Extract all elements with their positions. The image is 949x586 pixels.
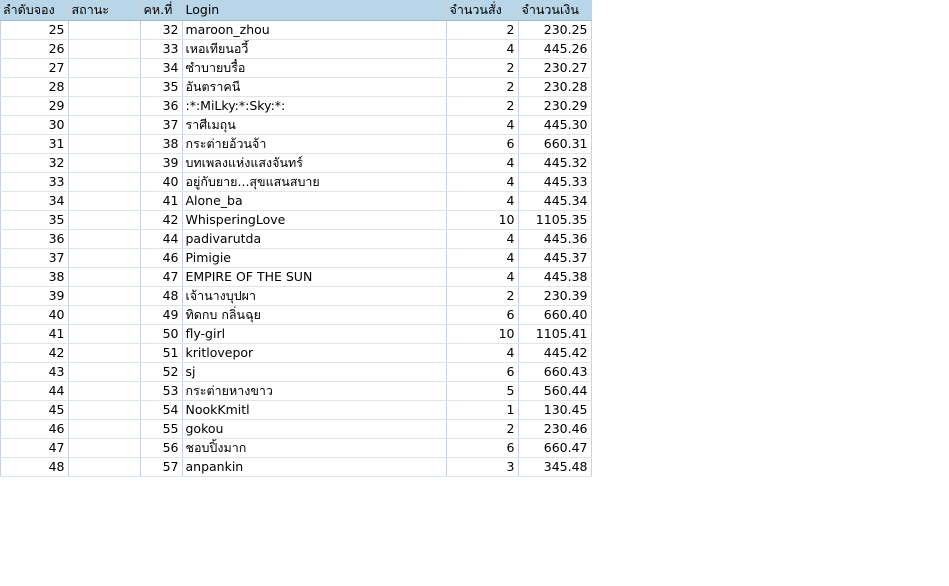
quantity-cell[interactable]: 6 [446, 439, 518, 458]
quantity-cell[interactable]: 10 [446, 211, 518, 230]
login-cell[interactable]: maroon_zhou [182, 21, 446, 40]
quantity-cell[interactable]: 2 [446, 420, 518, 439]
quantity-cell[interactable]: 6 [446, 306, 518, 325]
login-cell[interactable]: กระต่ายอ้วนจ้า [182, 135, 446, 154]
rank-cell[interactable]: 33 [0, 173, 68, 192]
login-cell[interactable]: fly-girl [182, 325, 446, 344]
amount-cell[interactable]: 660.43 [518, 363, 591, 382]
table-row [0, 420, 591, 439]
quantity-cell[interactable]: 2 [446, 97, 518, 116]
table-row [0, 97, 591, 116]
login-cell[interactable]: sj [182, 363, 446, 382]
quantity-cell[interactable]: 2 [446, 78, 518, 97]
quantity-cell[interactable]: 6 [446, 363, 518, 382]
login-cell[interactable]: อยู่กับยาย...สุขแสนสบาย [182, 173, 446, 192]
quantity-cell[interactable]: 2 [446, 21, 518, 40]
login-cell[interactable]: EMPIRE OF THE SUN [182, 268, 446, 287]
rank-cell[interactable]: 29 [0, 97, 68, 116]
rank-cell[interactable]: 36 [0, 230, 68, 249]
status-cell[interactable] [68, 154, 140, 173]
amount-cell[interactable]: 660.40 [518, 306, 591, 325]
login-cell[interactable]: :*:MiLky:*:Sky:*: [182, 97, 446, 116]
table-row [0, 287, 591, 306]
post-no-cell[interactable]: 34 [140, 59, 182, 78]
status-cell[interactable] [68, 173, 140, 192]
amount-cell[interactable]: 230.29 [518, 97, 591, 116]
header-post-no[interactable]: คห.ที่ [140, 0, 182, 21]
amount-cell[interactable]: 445.32 [518, 154, 591, 173]
table-row [0, 268, 591, 287]
quantity-cell[interactable]: 3 [446, 458, 518, 477]
status-cell[interactable] [68, 458, 140, 477]
amount-cell[interactable]: 445.42 [518, 344, 591, 363]
post-no-cell[interactable]: 49 [140, 306, 182, 325]
post-no-cell[interactable]: 52 [140, 363, 182, 382]
post-no-cell[interactable]: 33 [140, 40, 182, 59]
quantity-cell[interactable]: 4 [446, 173, 518, 192]
rank-cell[interactable]: 39 [0, 287, 68, 306]
header-rank[interactable]: ลำดับจอง [0, 0, 68, 21]
status-cell[interactable] [68, 382, 140, 401]
rank-cell[interactable]: 37 [0, 249, 68, 268]
status-cell[interactable] [68, 211, 140, 230]
status-cell[interactable] [68, 192, 140, 211]
rank-cell[interactable]: 32 [0, 154, 68, 173]
amount-cell[interactable]: 230.27 [518, 59, 591, 78]
table-row [0, 344, 591, 363]
amount-cell[interactable]: 445.36 [518, 230, 591, 249]
amount-cell[interactable]: 445.33 [518, 173, 591, 192]
header-amount[interactable]: จำนวนเงิน [518, 0, 591, 21]
post-no-cell[interactable]: 50 [140, 325, 182, 344]
amount-cell[interactable]: 230.46 [518, 420, 591, 439]
post-no-cell[interactable]: 55 [140, 420, 182, 439]
quantity-cell[interactable]: 4 [446, 344, 518, 363]
table-row [0, 40, 591, 59]
status-cell[interactable] [68, 59, 140, 78]
rank-cell[interactable]: 48 [0, 458, 68, 477]
post-no-cell[interactable]: 47 [140, 268, 182, 287]
login-cell[interactable]: Pimigie [182, 249, 446, 268]
quantity-cell[interactable]: 4 [446, 154, 518, 173]
login-cell[interactable]: padivarutda [182, 230, 446, 249]
rank-cell[interactable]: 27 [0, 59, 68, 78]
login-cell[interactable]: ซำบายบรื๋อ [182, 59, 446, 78]
status-cell[interactable] [68, 325, 140, 344]
amount-cell[interactable]: 230.39 [518, 287, 591, 306]
status-cell[interactable] [68, 78, 140, 97]
post-no-cell[interactable]: 32 [140, 21, 182, 40]
header-login[interactable]: Login [182, 0, 446, 21]
post-no-cell[interactable]: 40 [140, 173, 182, 192]
status-cell[interactable] [68, 401, 140, 420]
status-cell[interactable] [68, 344, 140, 363]
status-cell[interactable] [68, 116, 140, 135]
login-cell[interactable]: anpankin [182, 458, 446, 477]
post-no-cell[interactable]: 42 [140, 211, 182, 230]
table-row [0, 382, 591, 401]
post-no-cell[interactable]: 38 [140, 135, 182, 154]
status-cell[interactable] [68, 363, 140, 382]
table-row [0, 249, 591, 268]
table-row [0, 363, 591, 382]
amount-cell[interactable]: 660.31 [518, 135, 591, 154]
login-cell[interactable]: NookKmitl [182, 401, 446, 420]
login-cell[interactable]: เหอเทียนอวี้ [182, 40, 446, 59]
table-row [0, 401, 591, 420]
header-quantity[interactable]: จำนวนสั่ง [446, 0, 518, 21]
post-no-cell[interactable]: 41 [140, 192, 182, 211]
quantity-cell[interactable]: 4 [446, 40, 518, 59]
quantity-cell[interactable]: 6 [446, 135, 518, 154]
post-no-cell[interactable]: 35 [140, 78, 182, 97]
quantity-cell[interactable]: 4 [446, 249, 518, 268]
status-cell[interactable] [68, 287, 140, 306]
quantity-cell[interactable]: 2 [446, 287, 518, 306]
rank-cell[interactable]: 40 [0, 306, 68, 325]
table-row [0, 59, 591, 78]
amount-cell[interactable]: 130.45 [518, 401, 591, 420]
post-no-cell[interactable]: 46 [140, 249, 182, 268]
amount-cell[interactable]: 1105.35 [518, 211, 591, 230]
login-cell[interactable]: gokou [182, 420, 446, 439]
rank-cell[interactable]: 34 [0, 192, 68, 211]
status-cell[interactable] [68, 439, 140, 458]
rank-cell[interactable]: 42 [0, 344, 68, 363]
login-cell[interactable]: บทเพลงแห่งแสงจันทร์ [182, 154, 446, 173]
table-row [0, 306, 591, 325]
table-row [0, 154, 591, 173]
table-row [0, 230, 591, 249]
table-row [0, 439, 591, 458]
post-no-cell[interactable]: 53 [140, 382, 182, 401]
amount-cell[interactable]: 230.25 [518, 21, 591, 40]
post-no-cell[interactable]: 56 [140, 439, 182, 458]
status-cell[interactable] [68, 306, 140, 325]
amount-cell[interactable]: 345.48 [518, 458, 591, 477]
amount-cell[interactable]: 660.47 [518, 439, 591, 458]
amount-cell[interactable]: 445.26 [518, 40, 591, 59]
header-row [0, 0, 591, 21]
status-cell[interactable] [68, 268, 140, 287]
table-row [0, 78, 591, 97]
rank-cell[interactable]: 45 [0, 401, 68, 420]
login-cell[interactable]: Alone_ba [182, 192, 446, 211]
post-no-cell[interactable]: 51 [140, 344, 182, 363]
rank-cell[interactable]: 38 [0, 268, 68, 287]
table-row [0, 173, 591, 192]
header-status[interactable]: สถานะ [68, 0, 140, 21]
login-cell[interactable]: ชอบปิ้งมาก [182, 439, 446, 458]
quantity-cell[interactable]: 1 [446, 401, 518, 420]
post-no-cell[interactable]: 48 [140, 287, 182, 306]
post-no-cell[interactable]: 37 [140, 116, 182, 135]
status-cell[interactable] [68, 135, 140, 154]
status-cell[interactable] [68, 249, 140, 268]
table-row [0, 21, 591, 40]
post-no-cell[interactable]: 36 [140, 97, 182, 116]
status-cell[interactable] [68, 21, 140, 40]
amount-cell[interactable]: 445.37 [518, 249, 591, 268]
rank-cell[interactable]: 47 [0, 439, 68, 458]
rank-cell[interactable]: 26 [0, 40, 68, 59]
post-no-cell[interactable]: 44 [140, 230, 182, 249]
rank-cell[interactable]: 44 [0, 382, 68, 401]
login-cell[interactable]: kritlovepor [182, 344, 446, 363]
rank-cell[interactable]: 46 [0, 420, 68, 439]
status-cell[interactable] [68, 40, 140, 59]
rank-cell[interactable]: 43 [0, 363, 68, 382]
login-cell[interactable]: ราศีเมถุน [182, 116, 446, 135]
login-cell[interactable]: ทิดกบ กลิ่นฉุย [182, 306, 446, 325]
quantity-cell[interactable]: 10 [446, 325, 518, 344]
rank-cell[interactable]: 25 [0, 21, 68, 40]
quantity-cell[interactable]: 5 [446, 382, 518, 401]
amount-cell[interactable]: 230.28 [518, 78, 591, 97]
status-cell[interactable] [68, 97, 140, 116]
rank-cell[interactable]: 31 [0, 135, 68, 154]
status-cell[interactable] [68, 230, 140, 249]
table-row [0, 211, 591, 230]
login-cell[interactable]: กระต่ายหางขาว [182, 382, 446, 401]
login-cell[interactable]: WhisperingLove [182, 211, 446, 230]
table-row [0, 325, 591, 344]
post-no-cell[interactable]: 54 [140, 401, 182, 420]
rank-cell[interactable]: 41 [0, 325, 68, 344]
quantity-cell[interactable]: 2 [446, 59, 518, 78]
amount-cell[interactable]: 445.30 [518, 116, 591, 135]
amount-cell[interactable]: 560.44 [518, 382, 591, 401]
login-cell[interactable]: เจ้านางบุปผา [182, 287, 446, 306]
rank-cell[interactable]: 28 [0, 78, 68, 97]
quantity-cell[interactable]: 4 [446, 116, 518, 135]
table-row [0, 192, 591, 211]
amount-cell[interactable]: 445.38 [518, 268, 591, 287]
quantity-cell[interactable]: 4 [446, 192, 518, 211]
status-cell[interactable] [68, 420, 140, 439]
post-no-cell[interactable]: 39 [140, 154, 182, 173]
amount-cell[interactable]: 445.34 [518, 192, 591, 211]
amount-cell[interactable]: 1105.41 [518, 325, 591, 344]
table-row [0, 458, 591, 477]
login-cell[interactable]: อันตราคนี [182, 78, 446, 97]
rank-cell[interactable]: 35 [0, 211, 68, 230]
quantity-cell[interactable]: 4 [446, 268, 518, 287]
quantity-cell[interactable]: 4 [446, 230, 518, 249]
post-no-cell[interactable]: 57 [140, 458, 182, 477]
rank-cell[interactable]: 30 [0, 116, 68, 135]
table-row [0, 116, 591, 135]
table-row [0, 135, 591, 154]
